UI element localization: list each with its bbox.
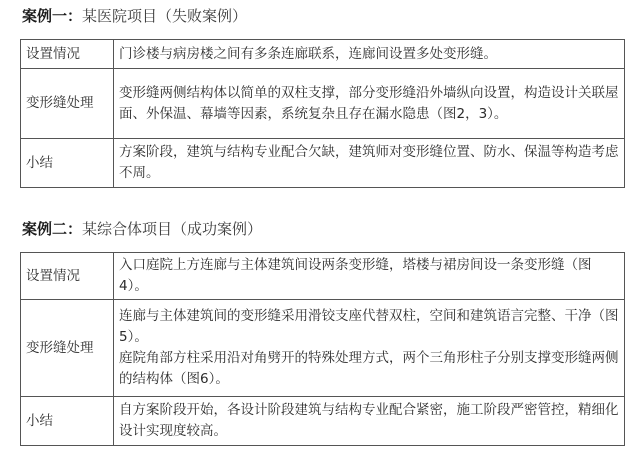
row-content: 方案阶段，建筑与结构专业配合欠缺，建筑师对变形缝位置、防水、保温等构造考虑不周。 <box>114 139 625 188</box>
case1-table <box>20 39 625 188</box>
case2-title <box>22 219 262 239</box>
row-content: 变形缝两侧结构体以简单的双柱支撑，部分变形缝沿外墙纵向设置，构造设计关联屋面、外保温、幕墙等因素，系统复杂且存在漏水隐患（图2，3）。 <box>114 69 625 139</box>
row-label: 设置情况 <box>21 40 114 69</box>
row-label: 小结 <box>21 139 114 188</box>
row-label: 小结 <box>21 397 114 446</box>
row-content: 入口庭院上方连廊与主体建筑间设两条变形缝，塔楼与裙房间设一条变形缝（图4）。 <box>114 253 625 300</box>
case2-table <box>20 252 625 446</box>
case2-title-bold: 案例二： <box>22 220 83 238</box>
table-row <box>21 253 625 300</box>
row-content <box>114 300 625 397</box>
case1-title <box>22 6 247 26</box>
table-row <box>21 40 625 69</box>
row-label: 变形缝处理 <box>21 69 114 139</box>
case2-title-rest: 某综合体项目（成功案例） <box>82 220 263 238</box>
table-row <box>21 300 625 397</box>
row-content: 门诊楼与病房楼之间有多条连廊联系，连廊间设置多处变形缝。 <box>114 40 625 69</box>
table-row <box>21 139 625 188</box>
row-label: 设置情况 <box>21 253 114 300</box>
case1-title-rest: 某医院项目（失败案例） <box>82 7 248 25</box>
table-row <box>21 69 625 139</box>
row-label: 变形缝处理 <box>21 300 114 397</box>
table-row <box>21 397 625 446</box>
row-content: 自方案阶段开始，各设计阶段建筑与结构专业配合紧密，施工阶段严密管控，精细化设计实现度较高。 <box>114 397 625 446</box>
row-content-paragraph-1: 连廊与主体建筑间的变形缝采用滑铰支座代替双柱，空间和建筑语言完整、干净（图5）。 <box>119 308 619 345</box>
row-content-paragraph-2: 庭院角部方柱采用沿对角劈开的特殊处理方式，两个三角形柱子分别支撑变形缝两侧的结构体（图6）。 <box>119 350 619 387</box>
case1-title-bold: 案例一： <box>22 7 83 25</box>
